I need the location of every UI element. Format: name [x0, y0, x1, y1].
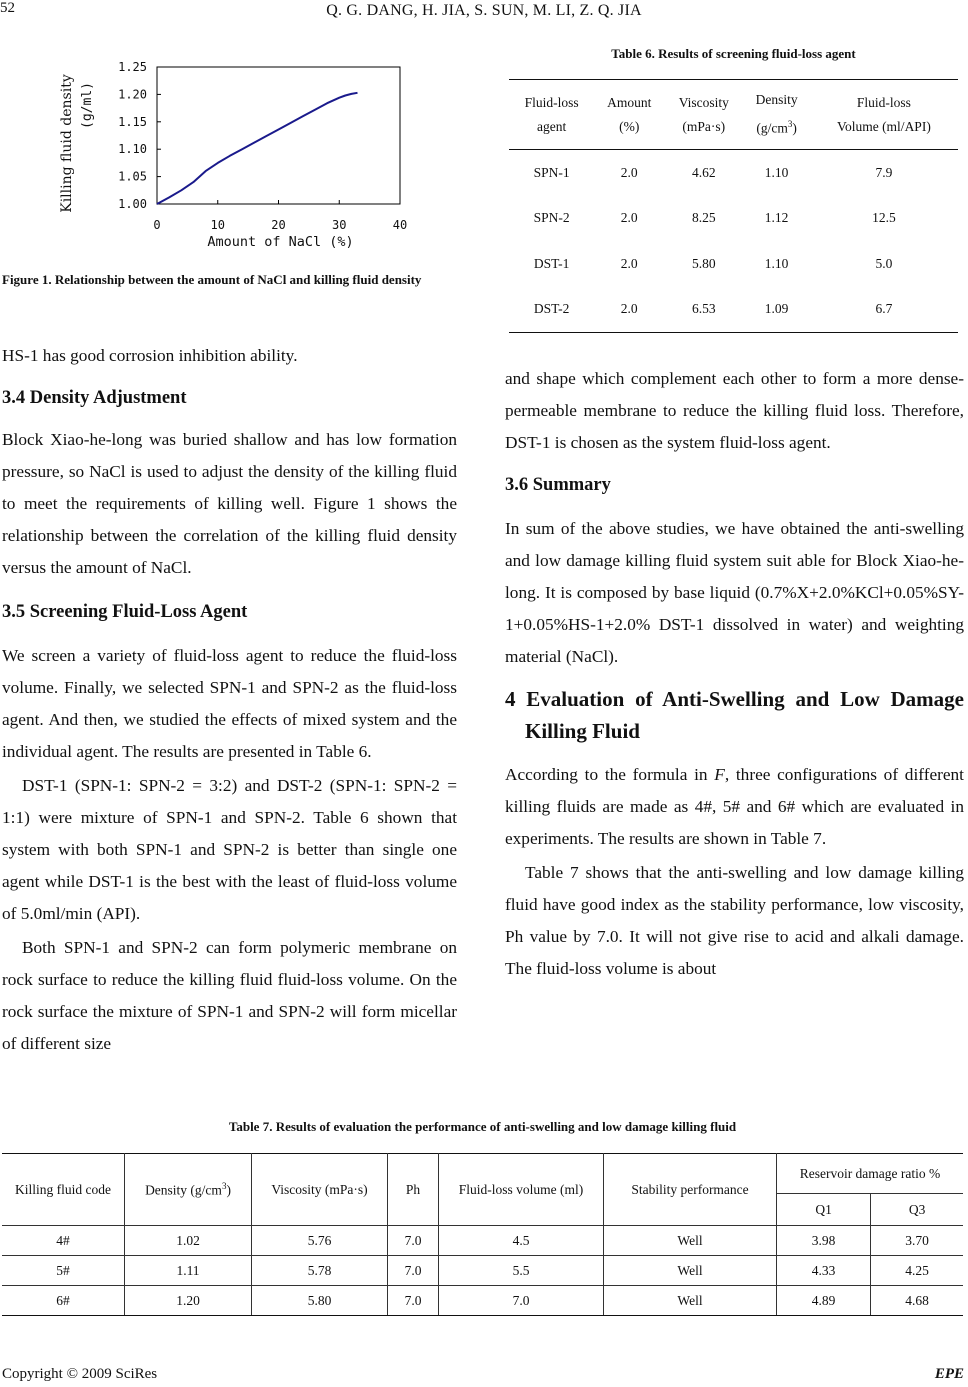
copyright-footer: Copyright © 2009 SciRes — [2, 1366, 158, 1382]
table-cell: 7.0 — [388, 1286, 439, 1316]
y-axis-unit-label: (g/ml) — [80, 82, 95, 129]
table-cell: 5.76 — [252, 1226, 388, 1256]
table-cell: 3.70 — [871, 1226, 963, 1256]
paragraph: DST-1 (SPN-1: SPN-2 = 3:2) and DST-2 (SPN-1: SPN-2 = 1:1) were mixture of SPN-1 and SPN-2. Table 6 shown that system with both SPN-1 and SPN-2 is better than single one agent while DST-1 is the best with the least of fluid-loss volume of 5.0ml/min (API). — [2, 776, 457, 923]
column-header: Stability performance — [604, 1154, 777, 1226]
paragraph: Table 7 shows that the anti-swelling and low damage killing fluid have good index as the stability performance, low viscosity, Ph value by 7.0. It will not give rise to acid and alkali damage. The fluid-loss volume is about — [505, 863, 964, 978]
x-tick-label: 0 — [153, 218, 161, 232]
table-cell: Well — [604, 1286, 777, 1316]
section-heading-3-5: 3.5 Screening Fluid-Loss Agent — [2, 602, 248, 622]
table-row — [509, 196, 958, 242]
table-cell: 2.0 — [620, 210, 638, 226]
table-cell: 4# — [2, 1226, 125, 1256]
table-cell: 4.62 — [691, 164, 716, 180]
table-cell: 5.80 — [252, 1286, 388, 1316]
table-cell: 6.53 — [664, 287, 743, 333]
y-tick-label: 1.15 — [118, 114, 147, 129]
column-header: Ph — [388, 1154, 439, 1226]
right-column — [505, 363, 964, 985]
table-cell: DST-1 — [533, 255, 570, 271]
x-tick-label: 30 — [332, 218, 347, 232]
left-column — [2, 340, 457, 1060]
table-row — [2, 1226, 963, 1256]
column-header: Q1 — [777, 1194, 871, 1226]
table7-caption: Table 7. Results of evaluation the performance of anti-swelling and low damage killing fluid — [228, 1119, 737, 1134]
y-tick-label: 1.25 — [118, 60, 147, 74]
y-tick-label: 1.00 — [118, 197, 147, 211]
table-cell: 1.02 — [125, 1226, 252, 1256]
table-cell: 1.10 — [764, 255, 789, 271]
table-cell: 1.09 — [743, 287, 809, 333]
y-tick-label: 1.10 — [118, 142, 147, 157]
table-cell: Well — [604, 1256, 777, 1286]
table-row — [509, 241, 958, 287]
column-header: Viscosity (mPa·s) — [252, 1154, 388, 1226]
table-cell: 5.80 — [691, 255, 716, 271]
x-axis-label: Amount of NaCl (%) — [207, 234, 354, 250]
table-row — [509, 150, 958, 196]
column-header: Fluid-loss volume (ml) — [439, 1154, 604, 1226]
table6 — [509, 79, 958, 333]
table-cell: 2.0 — [594, 287, 664, 333]
table-cell: 6.7 — [810, 287, 958, 333]
table-cell: DST-2 — [509, 287, 594, 333]
table-cell: 7.0 — [439, 1286, 604, 1316]
table-cell: 1.20 — [125, 1286, 252, 1316]
paragraph: and shape which complement each other to form a more dense-permeable membrane to reduce the killing fluid loss. Therefore, DST-1 is chosen as the system fluid-loss agent. — [505, 369, 964, 452]
section-heading-3-6: 3.6 Summary — [505, 475, 611, 495]
table6-caption: Table 6. Results of screening fluid-loss agent — [611, 46, 856, 61]
table-cell: 1.10 — [764, 164, 789, 180]
column-header: Fluid-loss agent — [509, 80, 594, 150]
table-cell: 5.5 — [439, 1256, 604, 1286]
column-header: Amount (%) — [594, 80, 664, 150]
y-tick-label: 1.20 — [118, 87, 147, 102]
page-number: 52 — [0, 0, 15, 16]
paragraph: We screen a variety of fluid-loss agent to reduce the fluid-loss volume. Finally, we selected SPN-1 and SPN-2 as the fluid-loss agent. And then, we studied the effects of mixed system and the individual agent. The results are presented in Table 6. — [2, 646, 457, 761]
table-cell: 4.68 — [871, 1286, 963, 1316]
x-tick-label: 20 — [271, 218, 286, 232]
paragraph: Both SPN-1 and SPN-2 can form polymeric membrane on rock surface to reduce the killing fluid fluid-loss volume. On the rock surface the mixture of SPN-1 and SPN-2 will form micellar of different size — [2, 938, 457, 1053]
table-cell: 6# — [2, 1286, 125, 1316]
table-cell: SPN-2 — [533, 210, 570, 226]
table-header-row — [509, 80, 958, 150]
table-cell: 5.78 — [252, 1256, 388, 1286]
y-tick-label: 1.05 — [118, 169, 147, 184]
table-cell: 8.25 — [691, 210, 716, 226]
paragraph: Block Xiao-he-long was buried shallow and has low formation pressure, so NaCl is used to adjust the density of the killing fluid to meet the requirements of killing well. Figure 1 shows the relationship between the correlation of the killing fluid density versus the amount of NaCl. — [2, 430, 457, 577]
table-cell: 4.89 — [777, 1286, 871, 1316]
table-cell: 1.11 — [125, 1256, 252, 1286]
column-header: Reservoir damage ratio % — [777, 1154, 964, 1194]
running-header: Q. G. DANG, H. JIA, S. SUN, M. LI, Z. Q. JIA — [326, 2, 642, 19]
table-cell: 4.5 — [439, 1226, 604, 1256]
paragraph: According to the formula in F, three configurations of different killing fluids are made as 4#, 5# and 6# which are evaluated in experiments. The results are shown in Table 7. — [505, 765, 964, 848]
table7 — [2, 1153, 963, 1316]
table-row — [509, 287, 958, 333]
column-header: Killing fluid code — [2, 1154, 125, 1226]
table-cell: 12.5 — [872, 210, 896, 226]
plot-frame — [157, 67, 400, 204]
figure1-chart — [50, 52, 430, 262]
x-tick-label: 40 — [392, 218, 408, 232]
table-cell: 3.98 — [777, 1226, 871, 1256]
column-header: Q3 — [871, 1194, 963, 1226]
table-cell: 7.0 — [388, 1226, 439, 1256]
table-cell: 7.9 — [875, 164, 893, 180]
column-header: Viscosity (mPa·s) — [664, 80, 743, 150]
table-cell: 1.12 — [764, 210, 789, 226]
series-line — [157, 93, 358, 204]
figure1-caption: Figure 1. Relationship between the amount of NaCl and killing fluid density — [2, 272, 422, 287]
table-row — [2, 1256, 963, 1286]
table-cell: Well — [604, 1226, 777, 1256]
table-row — [2, 1286, 963, 1316]
journal-footer: EPE — [934, 1366, 964, 1382]
paragraph: HS-1 has good corrosion inhibition ability. — [2, 346, 298, 365]
table-cell: 4.33 — [777, 1256, 871, 1286]
column-header: Density $(g/cm^3)$ — [125, 1154, 252, 1226]
section-heading-4: 4 Evaluation of Anti-Swelling and Low Damage Killing Fluid — [505, 687, 964, 743]
table-cell: SPN-1 — [533, 164, 570, 180]
table-header-row — [2, 1154, 963, 1194]
table-cell: 2.0 — [620, 164, 638, 180]
table-cell: 7.0 — [388, 1256, 439, 1286]
paragraph: In sum of the above studies, we have obtained the anti-swelling and low damage killing fluid system suit able for Block Xiao-he-long. It is composed by base liquid (0.7%X+2.0%KCl+0.05%SY-1+0.05%HS-1+2.0% DST-1 dissolved in water) and weighting material (NaCl). — [505, 519, 964, 666]
column-header: Fluid-loss Volume (ml/API) — [810, 80, 958, 150]
table-cell: 2.0 — [620, 255, 638, 271]
table-cell: 4.25 — [871, 1256, 963, 1286]
column-header: Density $(g/cm^3)$ — [743, 80, 809, 150]
section-heading-3-4: 3.4 Density Adjustment — [2, 388, 187, 408]
x-tick-label: 10 — [210, 218, 225, 232]
table-cell: 5# — [2, 1256, 125, 1286]
table-cell: 5.0 — [875, 255, 893, 271]
y-axis-label: Killing fluid density — [59, 74, 75, 213]
